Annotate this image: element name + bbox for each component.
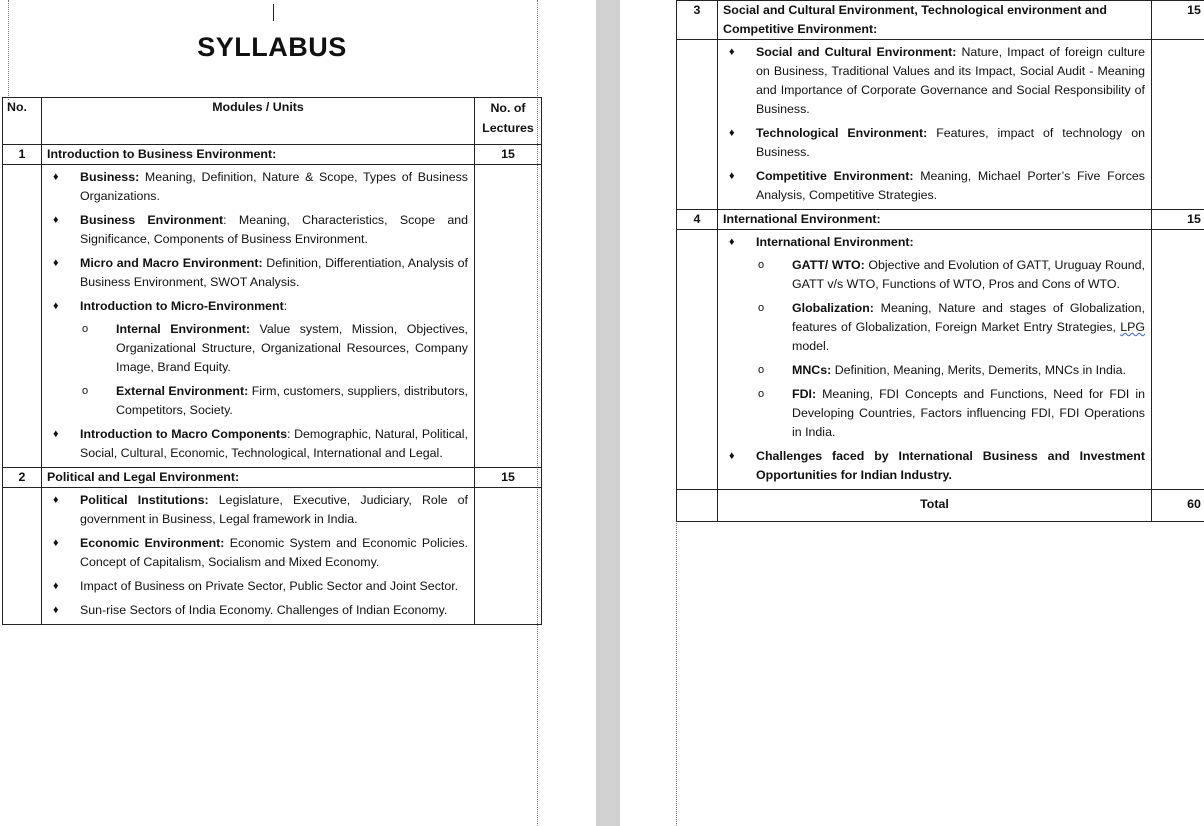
module-row xyxy=(677,210,1204,230)
topic-text: Impact of Business on Private Sector, Public Sector and Joint Sector. xyxy=(80,579,459,593)
topic-heading: Introduction to Micro-Environment xyxy=(80,299,284,313)
circle-bullet-icon: o xyxy=(758,259,765,271)
sub-topic-list xyxy=(754,256,1145,442)
topic-list xyxy=(42,488,474,624)
diamond-bullet-icon: ♦ xyxy=(53,580,59,592)
topic-list-item xyxy=(42,425,468,463)
empty-cell xyxy=(1152,40,1204,210)
diamond-bullet-icon: ♦ xyxy=(729,46,735,58)
topic-list-item xyxy=(42,168,468,206)
circle-bullet-icon: o xyxy=(82,385,89,397)
module-number: 1 xyxy=(3,145,42,165)
empty-cell xyxy=(677,40,718,210)
topic-text: Value system, Mission, Objectives, Organizational Structure, Organizational Resources, Company Image, Brand Equity. xyxy=(116,322,468,374)
sub-list-item xyxy=(78,382,468,420)
total-label: Total xyxy=(718,490,1152,522)
diamond-bullet-icon: ♦ xyxy=(729,127,735,139)
document-page-left xyxy=(0,0,596,826)
topic-list xyxy=(718,40,1151,209)
topic-list-item xyxy=(718,233,1145,442)
table-header-row xyxy=(3,98,542,145)
topic-heading: Introduction to Macro Components xyxy=(80,427,288,441)
module-number: 3 xyxy=(677,1,718,40)
topic-heading: MNCs: xyxy=(792,363,832,377)
page-gutter xyxy=(596,0,620,826)
topic-text: Legislature, Executive, Judiciary, Role of government in Business, Legal framework in India. xyxy=(80,493,468,526)
topic-text: Nature, Impact of foreign culture on Business, Traditional Values and its Impact, Social Audit - Meaning and Importance of Corporate Governance and Social Responsibility of Business. xyxy=(756,45,1145,116)
topic-list-item xyxy=(42,254,468,292)
topic-list-item xyxy=(718,43,1145,119)
sub-list-item xyxy=(754,299,1145,356)
topic-heading: FDI: xyxy=(792,387,817,401)
sub-list-item xyxy=(78,320,468,377)
topic-text: Meaning, Definition, Nature & Scope, Types of Business Organizations. xyxy=(80,170,468,203)
topic-heading: External Environment: xyxy=(116,384,249,398)
header-no: No. xyxy=(3,98,42,145)
topic-heading: Economic Environment: xyxy=(80,536,225,550)
module-row xyxy=(3,468,542,488)
total-row xyxy=(677,490,1204,522)
module-title: International Environment: xyxy=(718,210,1152,230)
empty-cell xyxy=(475,165,542,468)
module-lectures: 15 xyxy=(475,468,542,488)
topic-list xyxy=(42,165,474,467)
topic-text: Objective and Evolution of GATT, Uruguay Round, GATT v/s WTO, Functions of WTO, Pros and Cons of WTO. xyxy=(792,258,1145,291)
diamond-bullet-icon: ♦ xyxy=(53,604,59,616)
circle-bullet-icon: o xyxy=(758,388,765,400)
syllabus-table-continued xyxy=(676,0,1204,522)
module-content-row xyxy=(677,230,1204,490)
text-boundary-guide xyxy=(8,0,9,100)
module-title: Social and Cultural Environment, Technological environment and Competitive Environment: xyxy=(718,1,1152,40)
topic-list-item xyxy=(718,124,1145,162)
topic-text: Meaning, Michael Porter’s Five Forces Analysis, Competitive Strategies. xyxy=(756,169,1145,202)
page-title: SYLLABUS xyxy=(197,32,347,62)
topic-text: Sun-rise Sectors of India Economy. Challenges of Indian Economy. xyxy=(80,603,448,617)
module-number: 2 xyxy=(3,468,42,488)
topic-list xyxy=(718,230,1151,489)
topic-text: Firm, customers, suppliers, distributors, Competitors, Society. xyxy=(116,384,468,417)
module-topics-cell xyxy=(718,230,1152,490)
topic-list-item xyxy=(718,167,1145,205)
diamond-bullet-icon: ♦ xyxy=(53,537,59,549)
topic-list-item xyxy=(42,577,468,596)
module-content-row xyxy=(3,488,542,625)
topic-text: model. xyxy=(792,339,830,353)
diamond-bullet-icon: ♦ xyxy=(53,171,59,183)
empty-cell xyxy=(677,230,718,490)
empty-cell xyxy=(475,488,542,625)
topic-text: Definition, Meaning, Merits, Demerits, MNCs in India. xyxy=(831,363,1126,377)
sub-list-item xyxy=(754,385,1145,442)
topic-heading: Political Institutions: xyxy=(80,493,209,507)
topic-heading: Social and Cultural Environment: xyxy=(756,45,957,59)
diamond-bullet-icon: ♦ xyxy=(729,170,735,182)
empty-cell xyxy=(3,165,42,468)
module-topics-cell xyxy=(718,40,1152,210)
circle-bullet-icon: o xyxy=(758,302,765,314)
topic-heading: GATT/ WTO: xyxy=(792,258,865,272)
topic-text: Meaning, FDI Concepts and Functions, Need for FDI in Developing Countries, Factors influencing FDI, FDI Operations in India. xyxy=(792,387,1145,439)
circle-bullet-icon: o xyxy=(82,323,89,335)
topic-text: Economic System and Economic Policies. Concept of Capitalism, Socialism and Mixed Economy. xyxy=(80,536,468,569)
header-lectures: No. of Lectures xyxy=(475,98,542,145)
empty-cell xyxy=(1152,230,1204,490)
module-lectures: 15 xyxy=(1152,210,1204,230)
sub-list-item xyxy=(754,256,1145,294)
topic-list-item xyxy=(42,297,468,420)
topic-list-item xyxy=(42,534,468,572)
module-number: 4 xyxy=(677,210,718,230)
diamond-bullet-icon: ♦ xyxy=(53,257,59,269)
syllabus-table xyxy=(2,97,542,625)
diamond-bullet-icon: ♦ xyxy=(53,214,59,226)
diamond-bullet-icon: ♦ xyxy=(729,236,735,248)
diamond-bullet-icon: ♦ xyxy=(729,450,735,462)
topic-list-item xyxy=(42,491,468,529)
module-topics-cell xyxy=(42,488,475,625)
topic-heading: Challenges faced by International Business and Investment Opportunities for Indian Industry. xyxy=(756,449,1145,482)
module-content-row xyxy=(3,165,542,468)
topic-text: Meaning, Nature and stages of Globalization, features of Globalization, Foreign Market Entry Strategies, xyxy=(792,301,1145,334)
topic-text: : Demographic, Natural, Political, Social, Cultural, Economic, Technological, International and Legal. xyxy=(80,427,468,460)
document-page-right xyxy=(620,0,1204,826)
module-row xyxy=(3,145,542,165)
topic-heading: Micro and Macro Environment: xyxy=(80,256,263,270)
topic-text: Features, impact of technology on Business. xyxy=(756,126,1145,159)
topic-heading: Internal Environment: xyxy=(116,322,251,336)
spellcheck-word[interactable]: LPG xyxy=(1120,320,1145,334)
module-title: Political and Legal Environment: xyxy=(42,468,475,488)
empty-cell xyxy=(677,490,718,522)
module-row xyxy=(677,1,1204,40)
topic-text: Definition, Differentiation, Analysis of Business Environment, SWOT Analysis. xyxy=(80,256,468,289)
topic-heading: Globalization: xyxy=(792,301,874,315)
topic-heading: Business: xyxy=(80,170,140,184)
topic-list-item xyxy=(42,211,468,249)
text-cursor xyxy=(273,4,274,21)
module-content-row xyxy=(677,40,1204,210)
topic-heading: Technological Environment: xyxy=(756,126,928,140)
module-lectures: 15 xyxy=(1152,1,1204,40)
diamond-bullet-icon: ♦ xyxy=(53,428,59,440)
module-topics-cell xyxy=(42,165,475,468)
diamond-bullet-icon: ♦ xyxy=(53,300,59,312)
topic-list-item xyxy=(718,447,1145,485)
topic-list-item xyxy=(42,601,468,620)
topic-heading: Competitive Environment: xyxy=(756,169,914,183)
module-lectures: 15 xyxy=(475,145,542,165)
header-modules: Modules / Units xyxy=(42,98,475,145)
circle-bullet-icon: o xyxy=(758,364,765,376)
topic-heading: International Environment: xyxy=(756,235,914,249)
topic-text: : xyxy=(283,299,288,313)
topic-text: : Meaning, Characteristics, Scope and Significance, Components of Business Environment. xyxy=(80,213,468,246)
diamond-bullet-icon: ♦ xyxy=(53,494,59,506)
module-title: Introduction to Business Environment: xyxy=(42,145,475,165)
topic-heading: Business Environment xyxy=(80,213,224,227)
empty-cell xyxy=(3,488,42,625)
sub-list-item xyxy=(754,361,1145,380)
sub-topic-list xyxy=(78,320,468,420)
total-value: 60 xyxy=(1152,490,1204,522)
